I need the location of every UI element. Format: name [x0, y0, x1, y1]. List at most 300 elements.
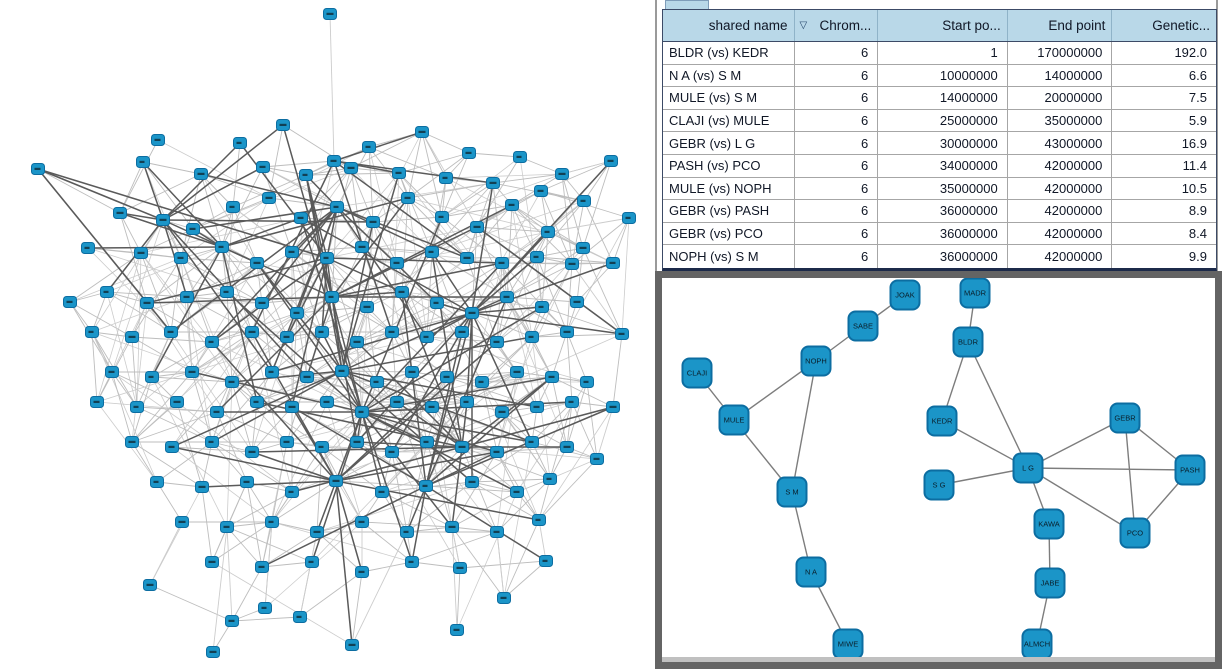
node-label — [499, 411, 506, 413]
network-edge — [457, 492, 517, 630]
node-label — [608, 160, 614, 162]
node-label: NOPH — [805, 356, 827, 366]
node-label — [331, 160, 337, 162]
node-label — [147, 584, 154, 586]
node-label — [333, 480, 340, 482]
table-cell: 6 — [795, 42, 879, 64]
table-row[interactable] — [663, 87, 1216, 110]
network-edge — [332, 263, 502, 297]
node-label — [229, 381, 235, 383]
table-cell: 30000000 — [878, 132, 1008, 154]
node-label — [514, 491, 520, 493]
node-label: MIWE — [837, 639, 859, 649]
network-edge — [232, 567, 262, 621]
table-cell: 11.4 — [1182, 158, 1207, 174]
node-label — [370, 221, 377, 223]
node-label — [366, 146, 371, 148]
table-cell: 6 — [795, 65, 879, 87]
node-label — [459, 446, 466, 448]
node-label — [254, 401, 259, 403]
node-label — [464, 401, 469, 403]
node-label — [209, 441, 214, 443]
node-label — [549, 376, 555, 378]
network-edge — [187, 297, 252, 332]
table-cell: GEBR (vs) L G — [663, 132, 795, 154]
node-label — [35, 168, 41, 170]
table-cell: 14000000 — [1008, 65, 1113, 87]
node-label — [94, 401, 100, 403]
node-label — [138, 252, 145, 254]
network-edge — [300, 572, 362, 617]
node-label — [327, 13, 334, 15]
table-header-row — [663, 10, 1216, 42]
network-edge — [504, 561, 546, 598]
node-label — [229, 620, 235, 622]
network-edge — [422, 132, 469, 153]
network-edge — [212, 562, 352, 645]
node-label — [230, 206, 235, 208]
node-label — [490, 182, 497, 184]
node-label: PCO — [1126, 528, 1144, 538]
network-edge — [202, 487, 212, 562]
node-label — [284, 441, 290, 443]
node-label: JABE — [1040, 578, 1060, 588]
node-label — [259, 566, 265, 568]
column-header-label: shared name — [708, 18, 788, 33]
table-row[interactable] — [663, 65, 1216, 88]
table-cell: 42000000 — [1008, 200, 1113, 222]
network-edge — [227, 527, 262, 567]
node-label — [439, 216, 444, 218]
network-edge — [336, 481, 352, 645]
table-cell: 16.9 — [1181, 135, 1207, 151]
table-cell: GEBR (vs) PCO — [663, 223, 795, 245]
horizontal-scrollbar-track[interactable] — [662, 657, 1215, 662]
node-label — [319, 331, 324, 333]
node-label — [178, 257, 184, 259]
table-cell: 8.4 — [1188, 226, 1207, 242]
table-cell: 6 — [795, 178, 879, 200]
node-label — [429, 406, 435, 408]
network-edge — [269, 125, 283, 198]
table-cell: GEBR (vs) PASH — [663, 200, 795, 222]
network-edge — [120, 140, 158, 213]
node-label — [262, 607, 267, 609]
node-label — [404, 531, 409, 533]
table-cell: 36000000 — [878, 200, 1008, 222]
node-label: PASH — [1180, 465, 1200, 475]
table-row[interactable] — [663, 245, 1216, 268]
node-label — [155, 139, 161, 141]
column-header-label: Chrom... — [819, 18, 872, 33]
network-edge — [504, 442, 532, 598]
network-edge — [327, 258, 502, 263]
node-label — [319, 446, 324, 448]
network-edge — [1028, 468, 1190, 470]
node-label — [298, 217, 304, 219]
table-cell: 6 — [795, 223, 879, 245]
node-label — [89, 331, 94, 333]
node-label — [144, 302, 151, 304]
column-header-label: Start po... — [942, 18, 1001, 33]
node-label — [254, 262, 261, 264]
node-label — [474, 226, 481, 228]
node-label — [514, 371, 521, 373]
table-cell: 42000000 — [1008, 223, 1113, 245]
node-label — [564, 331, 571, 333]
network-edge — [550, 459, 597, 479]
node-label — [626, 217, 631, 219]
node-label — [454, 629, 460, 631]
node-label — [534, 256, 539, 258]
table-cell: N A (vs) S M — [663, 65, 795, 87]
column-header-chromosome[interactable] — [795, 10, 879, 41]
node-label — [297, 616, 302, 618]
node-label — [434, 302, 439, 304]
column-header-shared-name[interactable] — [663, 10, 795, 41]
panel-divider-left — [655, 0, 657, 271]
table-cell: 6.6 — [1188, 67, 1207, 83]
node-label — [348, 167, 355, 169]
column-header-label: End point — [1048, 18, 1106, 33]
node-label — [210, 651, 217, 653]
table-cell: 35000000 — [1008, 110, 1113, 132]
table-cell: 36000000 — [878, 245, 1008, 268]
node-label: GEBR — [1114, 413, 1136, 423]
network-edge — [362, 562, 412, 572]
network-edge — [177, 402, 202, 487]
node-label — [610, 406, 617, 408]
table-cell: MULE (vs) NOPH — [663, 178, 795, 200]
node-label — [354, 341, 361, 343]
network-edge — [357, 258, 467, 342]
network-edge — [504, 520, 539, 598]
node-label — [539, 306, 544, 308]
table-cell: 5.9 — [1188, 113, 1207, 129]
node-label — [266, 197, 273, 199]
table-cell: CLAJI (vs) MULE — [663, 110, 795, 132]
network-edge — [233, 143, 240, 207]
node-label — [249, 331, 256, 333]
network-edge — [352, 532, 407, 645]
network-edge — [330, 14, 334, 161]
node-label — [459, 331, 466, 333]
node-label — [469, 312, 476, 314]
node-label — [501, 597, 507, 599]
table-cell: 43000000 — [1008, 132, 1113, 154]
node-label — [494, 531, 500, 533]
node-label — [499, 262, 505, 264]
table-cell: 8.9 — [1188, 203, 1207, 219]
table-cell: 9.9 — [1188, 249, 1207, 265]
table-row[interactable] — [663, 132, 1216, 155]
node-label — [466, 152, 472, 154]
node-label — [394, 401, 401, 403]
node-label — [449, 526, 456, 528]
network-edge — [317, 532, 362, 572]
table-cell: 25000000 — [878, 110, 1008, 132]
node-label — [610, 262, 616, 264]
node-label — [174, 401, 181, 403]
network-edge — [227, 527, 232, 621]
table-cell: 170000000 — [1008, 42, 1113, 64]
table-cell: 14000000 — [878, 87, 1008, 109]
table-cell: 36000000 — [878, 223, 1008, 245]
table-cell: 1 — [878, 42, 1008, 64]
node-label — [224, 526, 230, 528]
node-label — [399, 291, 405, 293]
node-label — [324, 257, 329, 259]
node-label — [189, 371, 196, 373]
node-label — [574, 301, 581, 303]
node-label — [209, 341, 214, 343]
node-label — [396, 172, 402, 174]
node-label — [517, 156, 522, 158]
table-cell: 42000000 — [1008, 245, 1113, 268]
network-edge — [462, 402, 467, 447]
node-label — [269, 521, 274, 523]
table-row[interactable] — [663, 178, 1216, 201]
node-label — [536, 519, 541, 521]
node-label — [364, 306, 371, 308]
node-label — [309, 561, 314, 563]
node-label — [424, 336, 429, 338]
network-edge — [460, 561, 546, 568]
table-row[interactable] — [663, 200, 1216, 223]
node-label — [569, 263, 576, 265]
table-cell: 10.5 — [1181, 180, 1207, 196]
node-label — [580, 247, 587, 249]
network-edge — [137, 407, 212, 442]
node-label — [534, 406, 540, 408]
node-label — [169, 446, 175, 448]
node-label — [289, 251, 295, 253]
node-label — [619, 333, 625, 335]
table-cell: 34000000 — [878, 155, 1008, 177]
node-label — [424, 441, 429, 443]
node-label: CLAJI — [686, 368, 708, 378]
node-label: S G — [932, 480, 946, 490]
node-label — [209, 561, 216, 563]
network-edge — [469, 153, 520, 157]
network-edge — [150, 522, 182, 585]
table-cell: 6 — [795, 245, 879, 268]
node-label — [423, 485, 428, 487]
network-edge — [567, 218, 629, 332]
node-label — [219, 246, 224, 248]
network-edge — [187, 247, 222, 297]
node-label: MADR — [963, 288, 987, 298]
node-label — [259, 302, 266, 304]
network-edge — [232, 617, 300, 621]
network-edge — [613, 334, 622, 407]
node-label — [134, 406, 139, 408]
node-label — [504, 296, 510, 298]
node-label — [179, 521, 186, 523]
node-label — [405, 197, 411, 199]
table-row[interactable] — [663, 223, 1216, 246]
node-label — [359, 521, 365, 523]
node-label — [559, 173, 566, 175]
node-label — [314, 531, 321, 533]
node-label — [237, 142, 242, 144]
table-cell: 42000000 — [1008, 155, 1113, 177]
node-label — [389, 451, 395, 453]
node-label — [359, 246, 366, 248]
filter-icon: ▽ — [799, 20, 808, 31]
table-cell: 35000000 — [878, 178, 1008, 200]
network-edge — [539, 459, 597, 520]
node-label — [249, 451, 256, 453]
table-cell: 20000000 — [1008, 87, 1113, 109]
column-header-genetic-distance[interactable] — [1112, 10, 1216, 41]
node-label — [581, 200, 586, 202]
node-label — [359, 411, 364, 413]
node-label: S M — [785, 487, 799, 497]
network-edge — [597, 407, 613, 459]
node-label — [149, 376, 154, 378]
table-cell: 10000000 — [878, 65, 1008, 87]
node-label — [409, 561, 414, 563]
node-label — [538, 190, 544, 192]
sub-network-canvas[interactable] — [662, 278, 1215, 662]
node-label — [140, 161, 145, 163]
network-edge — [120, 162, 143, 213]
table-cell: 192.0 — [1174, 45, 1207, 61]
node-label — [324, 401, 330, 403]
network-edge — [792, 361, 816, 492]
table-panel — [655, 0, 1222, 271]
table-row[interactable] — [663, 110, 1216, 133]
table-cell: 7.5 — [1188, 90, 1207, 106]
column-header-end-point[interactable] — [1008, 10, 1113, 41]
node-label — [129, 441, 136, 443]
network-edge — [337, 183, 493, 207]
network-edge — [412, 532, 497, 562]
node-label — [584, 381, 589, 383]
node-label: BLDR — [957, 337, 979, 347]
node-label — [190, 228, 196, 230]
node-label — [479, 381, 484, 383]
node-label — [359, 571, 365, 573]
node-label — [260, 166, 266, 168]
node-label — [244, 481, 250, 483]
node-label — [394, 262, 400, 264]
table-row[interactable] — [663, 155, 1216, 178]
node-label — [289, 406, 296, 408]
node-label — [529, 336, 534, 338]
node-label — [374, 381, 379, 383]
network-edge — [240, 143, 327, 258]
network-edge — [342, 371, 412, 372]
network-edge — [539, 520, 546, 561]
node-label — [469, 481, 476, 483]
node-label — [154, 481, 159, 483]
node-label — [294, 312, 300, 314]
network-edge — [552, 377, 567, 447]
node-label — [419, 131, 426, 133]
node-label — [303, 174, 308, 176]
node-label: KAWA — [1038, 519, 1060, 529]
node-label — [334, 206, 339, 208]
table-body — [663, 42, 1216, 268]
node-label — [329, 296, 334, 298]
table-cell: PASH (vs) PCO — [663, 155, 795, 177]
column-header-start-position[interactable] — [878, 10, 1008, 41]
network-edge — [968, 342, 1028, 468]
node-label: ALMCH — [1023, 639, 1051, 649]
node-label — [85, 247, 90, 249]
edge-attribute-table — [662, 9, 1217, 271]
node-label — [269, 371, 274, 373]
node-label — [117, 212, 124, 214]
node-label — [509, 204, 515, 206]
network-edge — [373, 217, 442, 222]
table-cell: 6 — [795, 132, 879, 154]
node-label — [168, 331, 174, 333]
node-label — [224, 291, 229, 293]
node-label — [457, 567, 464, 569]
network-edge — [493, 183, 502, 263]
network-edge — [88, 247, 222, 248]
network-edge — [402, 252, 432, 292]
network-edge — [412, 562, 460, 568]
node-label — [545, 231, 550, 233]
node-label — [109, 371, 115, 373]
node-label — [104, 291, 109, 293]
network-edge — [38, 169, 163, 220]
node-label — [543, 560, 548, 562]
node-label — [280, 124, 287, 126]
node-label: JOAK — [895, 290, 915, 300]
node-label — [284, 336, 290, 338]
node-label — [594, 458, 600, 460]
node-label — [547, 478, 552, 480]
node-label: N A — [804, 567, 818, 577]
network-edge — [452, 527, 457, 630]
network-edge — [542, 307, 622, 334]
node-label — [564, 446, 571, 448]
node-label: KEDR — [931, 416, 953, 426]
network-edge — [457, 568, 460, 630]
node-label — [443, 177, 448, 179]
node-label — [354, 441, 361, 443]
node-label — [199, 486, 206, 488]
node-label — [429, 251, 434, 253]
table-cell: 42000000 — [1008, 178, 1113, 200]
node-label — [129, 336, 136, 338]
node-label — [349, 644, 356, 646]
node-label — [289, 491, 294, 493]
table-row[interactable] — [663, 42, 1216, 65]
node-label — [184, 296, 190, 298]
network-edge — [552, 302, 577, 377]
table-cell: MULE (vs) S M — [663, 87, 795, 109]
node-label: SABE — [852, 321, 874, 331]
sub-network-panel — [655, 271, 1222, 669]
network-edge — [408, 132, 422, 198]
node-label — [214, 411, 220, 413]
table-cell: 6 — [795, 87, 879, 109]
table-cell: NOPH (vs) S M — [663, 245, 795, 268]
network-edge — [1125, 418, 1135, 533]
node-label — [389, 331, 395, 333]
network-edge — [112, 220, 163, 372]
table-cell: 6 — [795, 155, 879, 177]
node-label — [339, 370, 345, 372]
node-label — [494, 341, 500, 343]
table-cell: 6 — [795, 110, 879, 132]
